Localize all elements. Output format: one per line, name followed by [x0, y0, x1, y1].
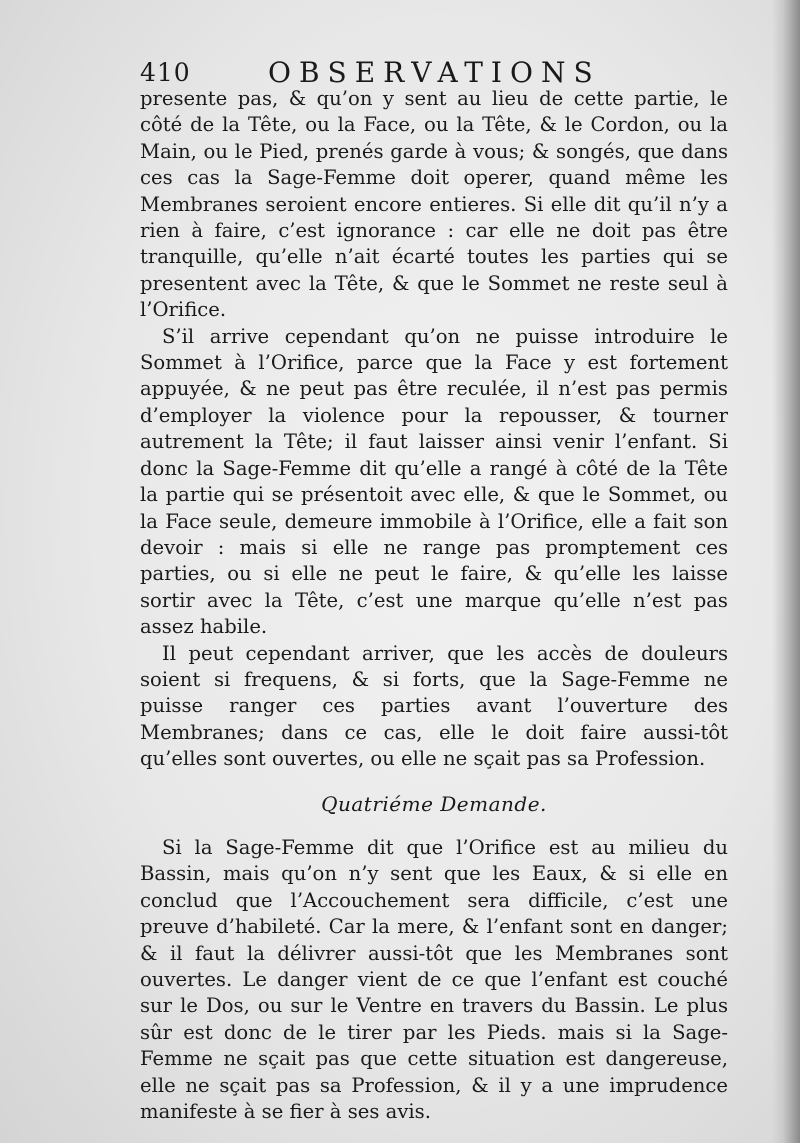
page-number: 410	[140, 58, 191, 87]
section-heading: Quatriéme Demande.	[321, 791, 547, 816]
paragraph: Si la Sage-Femme dit que l’Orifice est au milieu du Bassin, mais qu’on n’y sent que les Eaux, & si elle en conclud que l’Accouchement sera difficile, c’est une preuve d’habileté. Car la mere, & l’enfant sont en danger; & il faut la délivrer aussi-tôt que les Membranes sont ouvertes. Le danger vient de ce que l’enfant est couché sur le Dos, ou sur le Ventre en travers du Bassin. Le plus sûr est donc de le tirer par les Pieds. mais si la Sage-Femme ne sçait pas que cette situation est dangereuse, elle ne sçait pas sa Profession, & il y a une imprudence manifeste à se fier à ses avis.	[140, 835, 728, 1124]
body-text	[140, 86, 728, 1125]
paragraph: Il peut cependant arriver, que les accès de douleurs soient si frequens, & si forts, que la Sage-Femme ne puisse ranger ces parties avant l’ouverture des Membranes; dans ce cas, elle le doit faire aussi-tôt qu’elles sont ouvertes, ou elle ne sçait pas sa Profession.	[140, 641, 728, 771]
paragraph: presente pas, & qu’on y sent au lieu de cette partie, le côté de la Tête, ou la Face, ou la Tête, & le Cordon, ou la Main, ou le Pied, prenés garde à vous; & songés, que dans ces cas la Sage-Femme doit operer, quand même les Membranes seroient encore entieres. Si elle dit qu’il n’y a rien à faire, c’est ignorance : car elle ne doit pas être tranquille, qu’elle n’ait écarté toutes les parties qui se presentent avec la Tête, & que le Sommet ne reste seul à l’Orifice.	[140, 87, 728, 322]
paragraph: S’il arrive cependant qu’on ne puisse introduire le Sommet à l’Orifice, parce que la Face y est fortement appuyée, & ne peut pas être reculée, il n’est pas permis d’employer la violence pour la repousser, & tourner autrement la Tête; il faut laisser ainsi venir l’enfant. Si donc la Sage-Femme dit qu’elle a rangé à côté de la Tête la partie qui se présentoit avec elle, & que le Sommet, ou la Face seule, demeure immobile à l’Orifice, elle a fait son devoir : mais si elle ne range pas promptement ces parties, ou si elle ne peut le faire, & qu’elle les laisse sortir avec la Tête, c’est une marque qu’elle n’est pas assez habile.	[140, 324, 728, 639]
running-head: OBSERVATIONS	[268, 56, 601, 89]
page-gutter-shadow	[772, 0, 800, 1143]
